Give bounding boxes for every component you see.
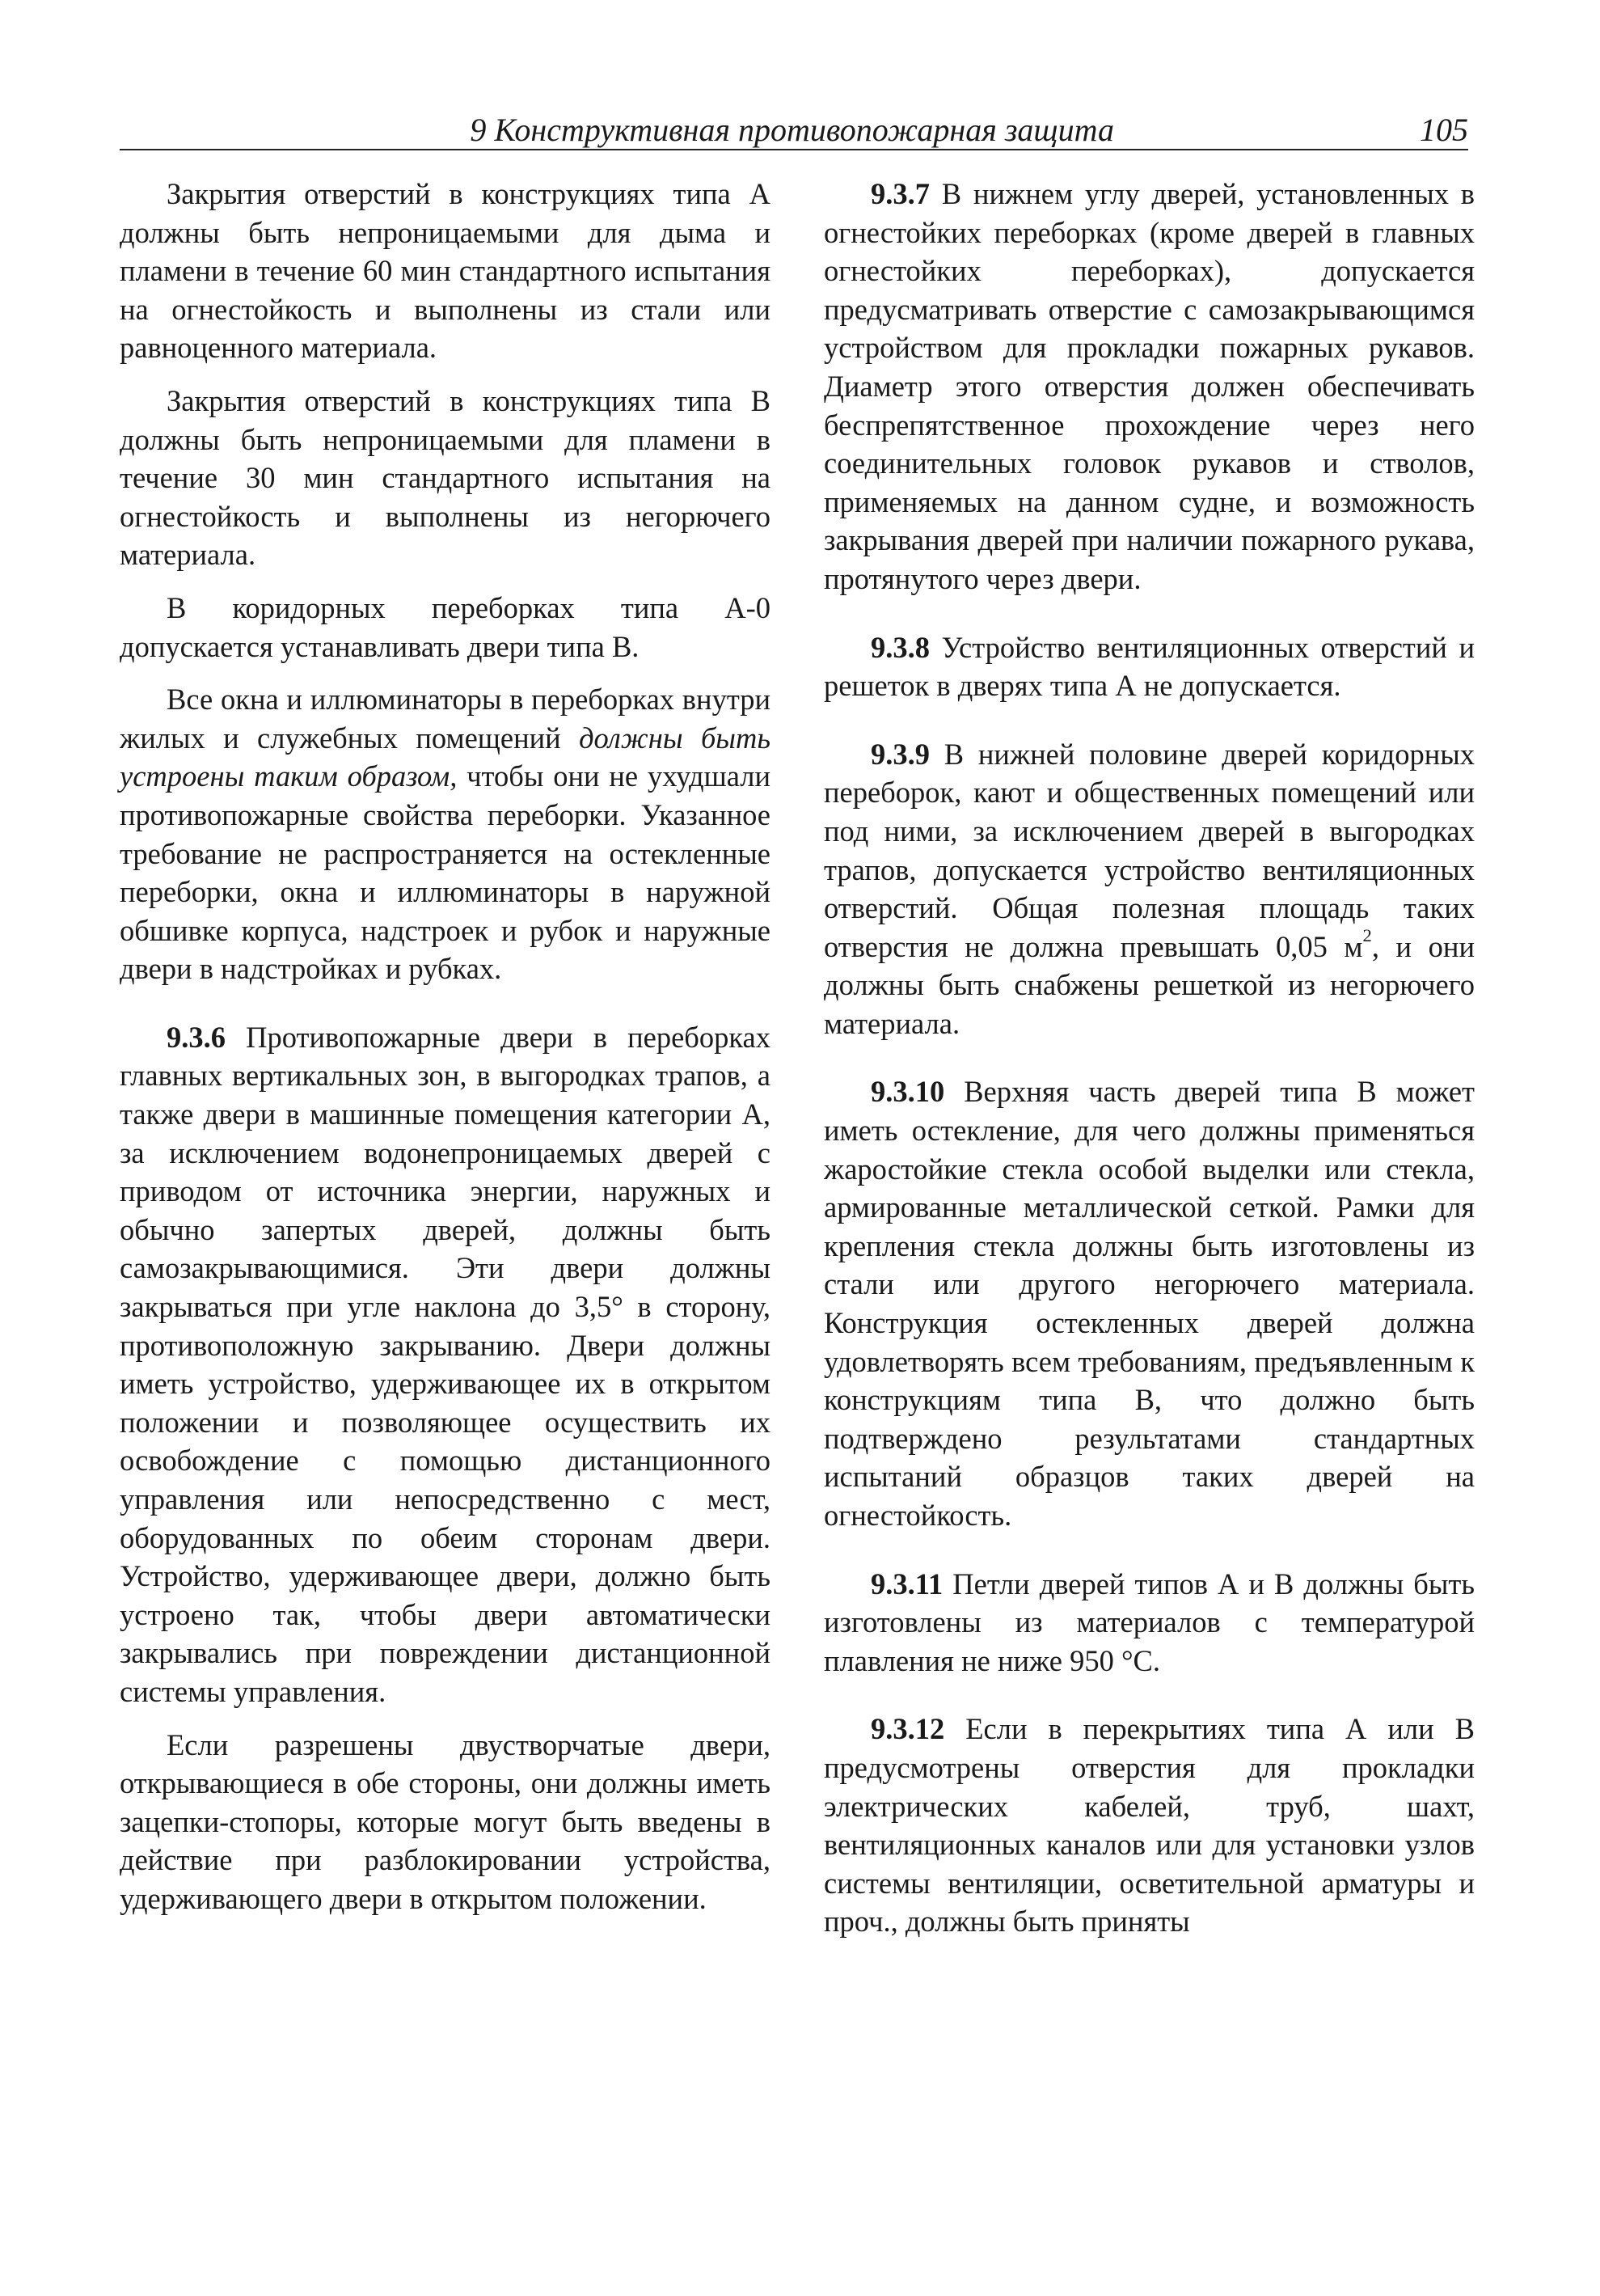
section-9-3-10 [824,1072,1475,1534]
section-9-3-9 [824,735,1475,1043]
paragraph: Закрытия отверстий в конструкциях типа В должны быть непроницаемыми для пламени в течение 30 мин стандартного испытания на огнестойкость и выполнены из негорючего материала. [120,383,770,572]
section-number: 9.3.11 [871,1567,944,1600]
section-text: , и они должны быть снабжены решеткой из негорючего материала. [824,929,1475,1040]
section-9-3-8 [824,628,1475,705]
left-column [120,175,770,1918]
section-text: Устройство вентиляционных отверстий и решеток в дверях типа А не допускается. [824,630,1475,703]
section-text: Петли дверей типов А и В должны быть изготовлены из материалов с температурой плавления не ниже 950 °С. [824,1567,1475,1677]
section-number: 9.3.8 [871,630,930,664]
section-text: В нижней половине дверей коридорных переборок, кают и общественных помещений или под ними, за исключением дверей в выгородках трапов, допускается устройство вентиляционных отверстий. Общая полезная площадь таких отверстия не должна превышать 0,05 м [824,737,1475,963]
section-number: 9.3.9 [871,737,930,771]
section-9-3-7 [824,175,1475,598]
superscript: 2 [1362,924,1372,945]
section-9-3-12 [824,1710,1475,1941]
paragraph-text: чтобы они не ухудшали противопожарные свойства переборки. Указанное требование не распространяется на остекленные переборки, окна и иллюминаторы в наружной обшивке корпуса, надстроек и рубок и наружные двери в надстройках и рубках. [120,759,771,986]
section-number: 9.3.6 [167,1020,226,1054]
section-9-3-11 [824,1565,1475,1681]
section-text: Верхняя часть дверей типа В может иметь остекление, для чего должны применяться жаростойкие стекла особой выделки или стекла, армированные металлической сеткой. Рамки для крепления стекла должны быть изготовлены из стали или другого негорючего материала. Конструкция остекленных дверей должна удовлетворять всем требованиям, предъявленным к конструкциям типа В, что должно быть подтверждено результатами стандартных испытаний образцов таких дверей на огнестойкость. [824,1075,1475,1532]
right-column [824,175,1475,1941]
section-9-3-6 [120,1018,770,1711]
section-text: Если в перекрытиях типа А или В предусмотрены отверстия для прокладки электрических кабелей, труб, шахт, вентиляционных каналов или для установки узлов системы вентиляции, осветительной арматуры и проч., должны быть приняты [824,1712,1475,1939]
section-number: 9.3.7 [871,177,930,210]
emphasized-text: должны быть устроены таким образом, [120,721,770,793]
section-number: 9.3.10 [871,1075,945,1109]
section-text: В нижнем углу дверей, установленных в огнестойких переборках (кроме дверей в главных огнестойких переборках), допускается предусматривать отверстие с самозакрывающимся устройством для прокладки пожарных рукавов. Диаметр этого отверстия должен обеспечивать беспрепятственное прохождение через него соединительных головок рукавов и стволов, применяемых на данном судне, и возможность закрывания дверей при наличии пожарного рукава, протянутого через двери. [824,177,1475,595]
chapter-title: 9 Конструктивная противопожарная защита [470,112,1114,148]
paragraph-text: Все окна и иллюминаторы в переборках внутри жилых и служебных помещений [120,683,770,755]
page-number: 105 [1420,112,1468,148]
running-header [120,112,1468,150]
paragraph [120,680,770,988]
paragraph: В коридорных переборках типа А-0 допускается устанавливать двери типа В. [120,590,770,663]
section-text: Противопожарные двери в переборках главных вертикальных зон, в выгородках трапов, а также двери в машинные помещения категории А, за исключением водонепроницаемых дверей с приводом от источника энергии, наружных и обычно запертых дверей, должны быть самозакрывающимися. Эти двери должны закрываться при угле наклона до 3,5° в сторону, противоположную закрыванию. Двери должны иметь устройство, удерживающее их в открытом положении и позволяющее осуществить их освобождение с помощью дистанционного управления или непосредственно с мест, оборудованных по обеим сторонам двери. Устройство, удерживающее двери, должно быть устроено так, чтобы двери автоматически закрывались при повреждении дистанционной системы управления. [120,1020,771,1708]
paragraph: Закрытия отверстий в конструкциях типа А должны быть непроницаемыми для дыма и пламени в течение 60 мин стандартного испытания на огнестойкость и выполнены из стали или равноценного материала. [120,177,770,365]
paragraph: Если разрешены двустворчатые двери, открывающиеся в обе стороны, они должны иметь зацепки-стопоры, которые могут быть введены в действие при разблокировании устройства, удерживающего двери в открытом положении. [120,1727,770,1915]
section-number: 9.3.12 [871,1712,945,1746]
